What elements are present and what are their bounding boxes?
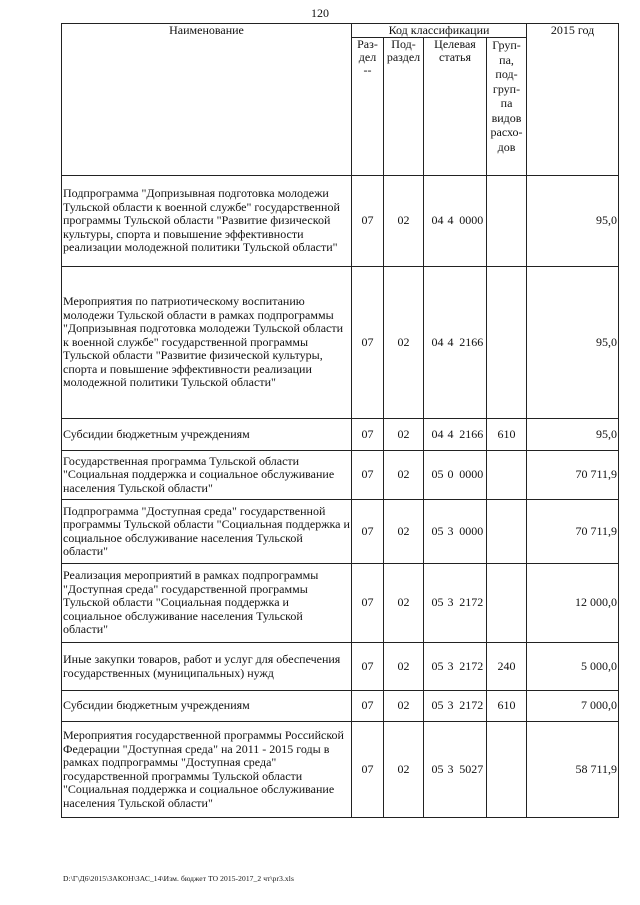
row-amount: 70 711,9 [527, 500, 619, 564]
row-target-part2: 4 [445, 176, 457, 267]
row-target-part1: 04 [424, 267, 445, 419]
row-section: 07 [352, 722, 384, 818]
header-section-label: Раз- дел -- [357, 37, 378, 77]
row-section: 07 [352, 419, 384, 451]
header-classification: Код классификации [352, 24, 527, 38]
header-target [424, 38, 487, 176]
header-year: 2015 год [527, 24, 619, 176]
row-name: Мероприятия государственной программы Российской Федерации "Доступная среда" на 2011 - 2015 годы в рамках подпрограммы "Доступная среда" государственной программы Тульской области "Социальная поддержка и социальное обслуживание населения Тульской области" [62, 722, 352, 818]
row-expense-group [487, 564, 527, 643]
row-target-part3: 2172 [457, 564, 487, 643]
row-subsection: 02 [384, 691, 424, 722]
row-name: Мероприятия по патриотическому воспитанию молодежи Тульской области в рамках подпрограммы "Допризывная подготовка молодежи Тульской области к военной службе" государственной программы Тульской области "Развитие физической культуры, спорта и повышение эффективности реализации молодежной политики Тульской области" [62, 267, 352, 419]
row-subsection: 02 [384, 722, 424, 818]
file-path-footer: D:\Г\Д6\2015\ЗАКОН\ЗАС_14\Изм. бюджет ТО 2015-2017_2 чт\pr3.xls [63, 874, 294, 883]
header-row-top [62, 24, 619, 38]
row-expense-group [487, 722, 527, 818]
table-row [62, 500, 619, 564]
row-target-part3: 0000 [457, 176, 487, 267]
header-subsection [384, 38, 424, 176]
row-target-part2: 3 [445, 500, 457, 564]
header-group-label: Груп- па, под- груп- па видов расхо- дов [490, 38, 523, 154]
row-section: 07 [352, 643, 384, 691]
row-section: 07 [352, 451, 384, 500]
header-name: Наименование [62, 24, 352, 176]
row-name: Подпрограмма "Доступная среда" государственной программы Тульской области "Социальная поддержка и социальное обслуживание населения Тульской области" [62, 500, 352, 564]
row-name: Иные закупки товаров, работ и услуг для обеспечения государственных (муниципальных) нужд [62, 643, 352, 691]
row-subsection: 02 [384, 500, 424, 564]
row-target-part2: 0 [445, 451, 457, 500]
row-expense-group [487, 176, 527, 267]
row-expense-group: 610 [487, 419, 527, 451]
row-target-part3: 5027 [457, 722, 487, 818]
row-target-part2: 3 [445, 643, 457, 691]
row-target-part3: 2172 [457, 643, 487, 691]
table-row [62, 419, 619, 451]
row-subsection: 02 [384, 267, 424, 419]
header-target-label: Целевая статья [434, 37, 476, 64]
table-row [62, 564, 619, 643]
row-target-part1: 04 [424, 176, 445, 267]
row-section: 07 [352, 564, 384, 643]
row-amount: 95,0 [527, 176, 619, 267]
row-amount: 58 711,9 [527, 722, 619, 818]
row-section: 07 [352, 500, 384, 564]
row-amount: 95,0 [527, 419, 619, 451]
row-target-part3: 2166 [457, 267, 487, 419]
header-section [352, 38, 384, 176]
row-subsection: 02 [384, 451, 424, 500]
row-amount: 5 000,0 [527, 643, 619, 691]
row-target-part1: 05 [424, 500, 445, 564]
row-subsection: 02 [384, 176, 424, 267]
row-target-part2: 3 [445, 564, 457, 643]
row-target-part1: 05 [424, 722, 445, 818]
row-name: Государственная программа Тульской области "Социальная поддержка и социальное обслуживание населения Тульской области" [62, 451, 352, 500]
row-subsection: 02 [384, 419, 424, 451]
table-row [62, 691, 619, 722]
row-target-part1: 05 [424, 564, 445, 643]
row-name: Субсидии бюджетным учреждениям [62, 691, 352, 722]
row-target-part1: 04 [424, 419, 445, 451]
row-target-part1: 05 [424, 643, 445, 691]
row-target-part2: 4 [445, 267, 457, 419]
row-name: Подпрограмма "Допризывная подготовка молодежи Тульской области к военной службе" государственной программы Тульской области "Развитие физической культуры, спорта и повышение эффективности реализации молодежной политики Тульской области" [62, 176, 352, 267]
row-target-part3: 0000 [457, 451, 487, 500]
row-section: 07 [352, 691, 384, 722]
row-expense-group: 240 [487, 643, 527, 691]
row-target-part1: 05 [424, 451, 445, 500]
row-amount: 70 711,9 [527, 451, 619, 500]
row-expense-group [487, 500, 527, 564]
header-subsection-label: Под- раздел [386, 37, 421, 64]
row-amount: 7 000,0 [527, 691, 619, 722]
row-amount: 95,0 [527, 267, 619, 419]
row-name: Субсидии бюджетным учреждениям [62, 419, 352, 451]
budget-table [61, 23, 619, 818]
row-target-part3: 2166 [457, 419, 487, 451]
table-row [62, 722, 619, 818]
row-subsection: 02 [384, 564, 424, 643]
row-target-part2: 3 [445, 691, 457, 722]
row-section: 07 [352, 176, 384, 267]
row-expense-group: 610 [487, 691, 527, 722]
row-name: Реализация мероприятий в рамках подпрограммы "Доступная среда" государственной программы Тульской области "Социальная поддержка и социальное обслуживание населения Тульской области" [62, 564, 352, 643]
table-row [62, 176, 619, 267]
page-number: 120 [311, 6, 329, 20]
row-expense-group [487, 267, 527, 419]
row-target-part2: 3 [445, 722, 457, 818]
row-target-part3: 2172 [457, 691, 487, 722]
row-target-part2: 4 [445, 419, 457, 451]
row-subsection: 02 [384, 643, 424, 691]
table-row [62, 451, 619, 500]
row-amount: 12 000,0 [527, 564, 619, 643]
table-row [62, 643, 619, 691]
row-target-part3: 0000 [457, 500, 487, 564]
table-row [62, 267, 619, 419]
header-group [487, 38, 527, 176]
row-expense-group [487, 451, 527, 500]
row-section: 07 [352, 267, 384, 419]
row-target-part1: 05 [424, 691, 445, 722]
